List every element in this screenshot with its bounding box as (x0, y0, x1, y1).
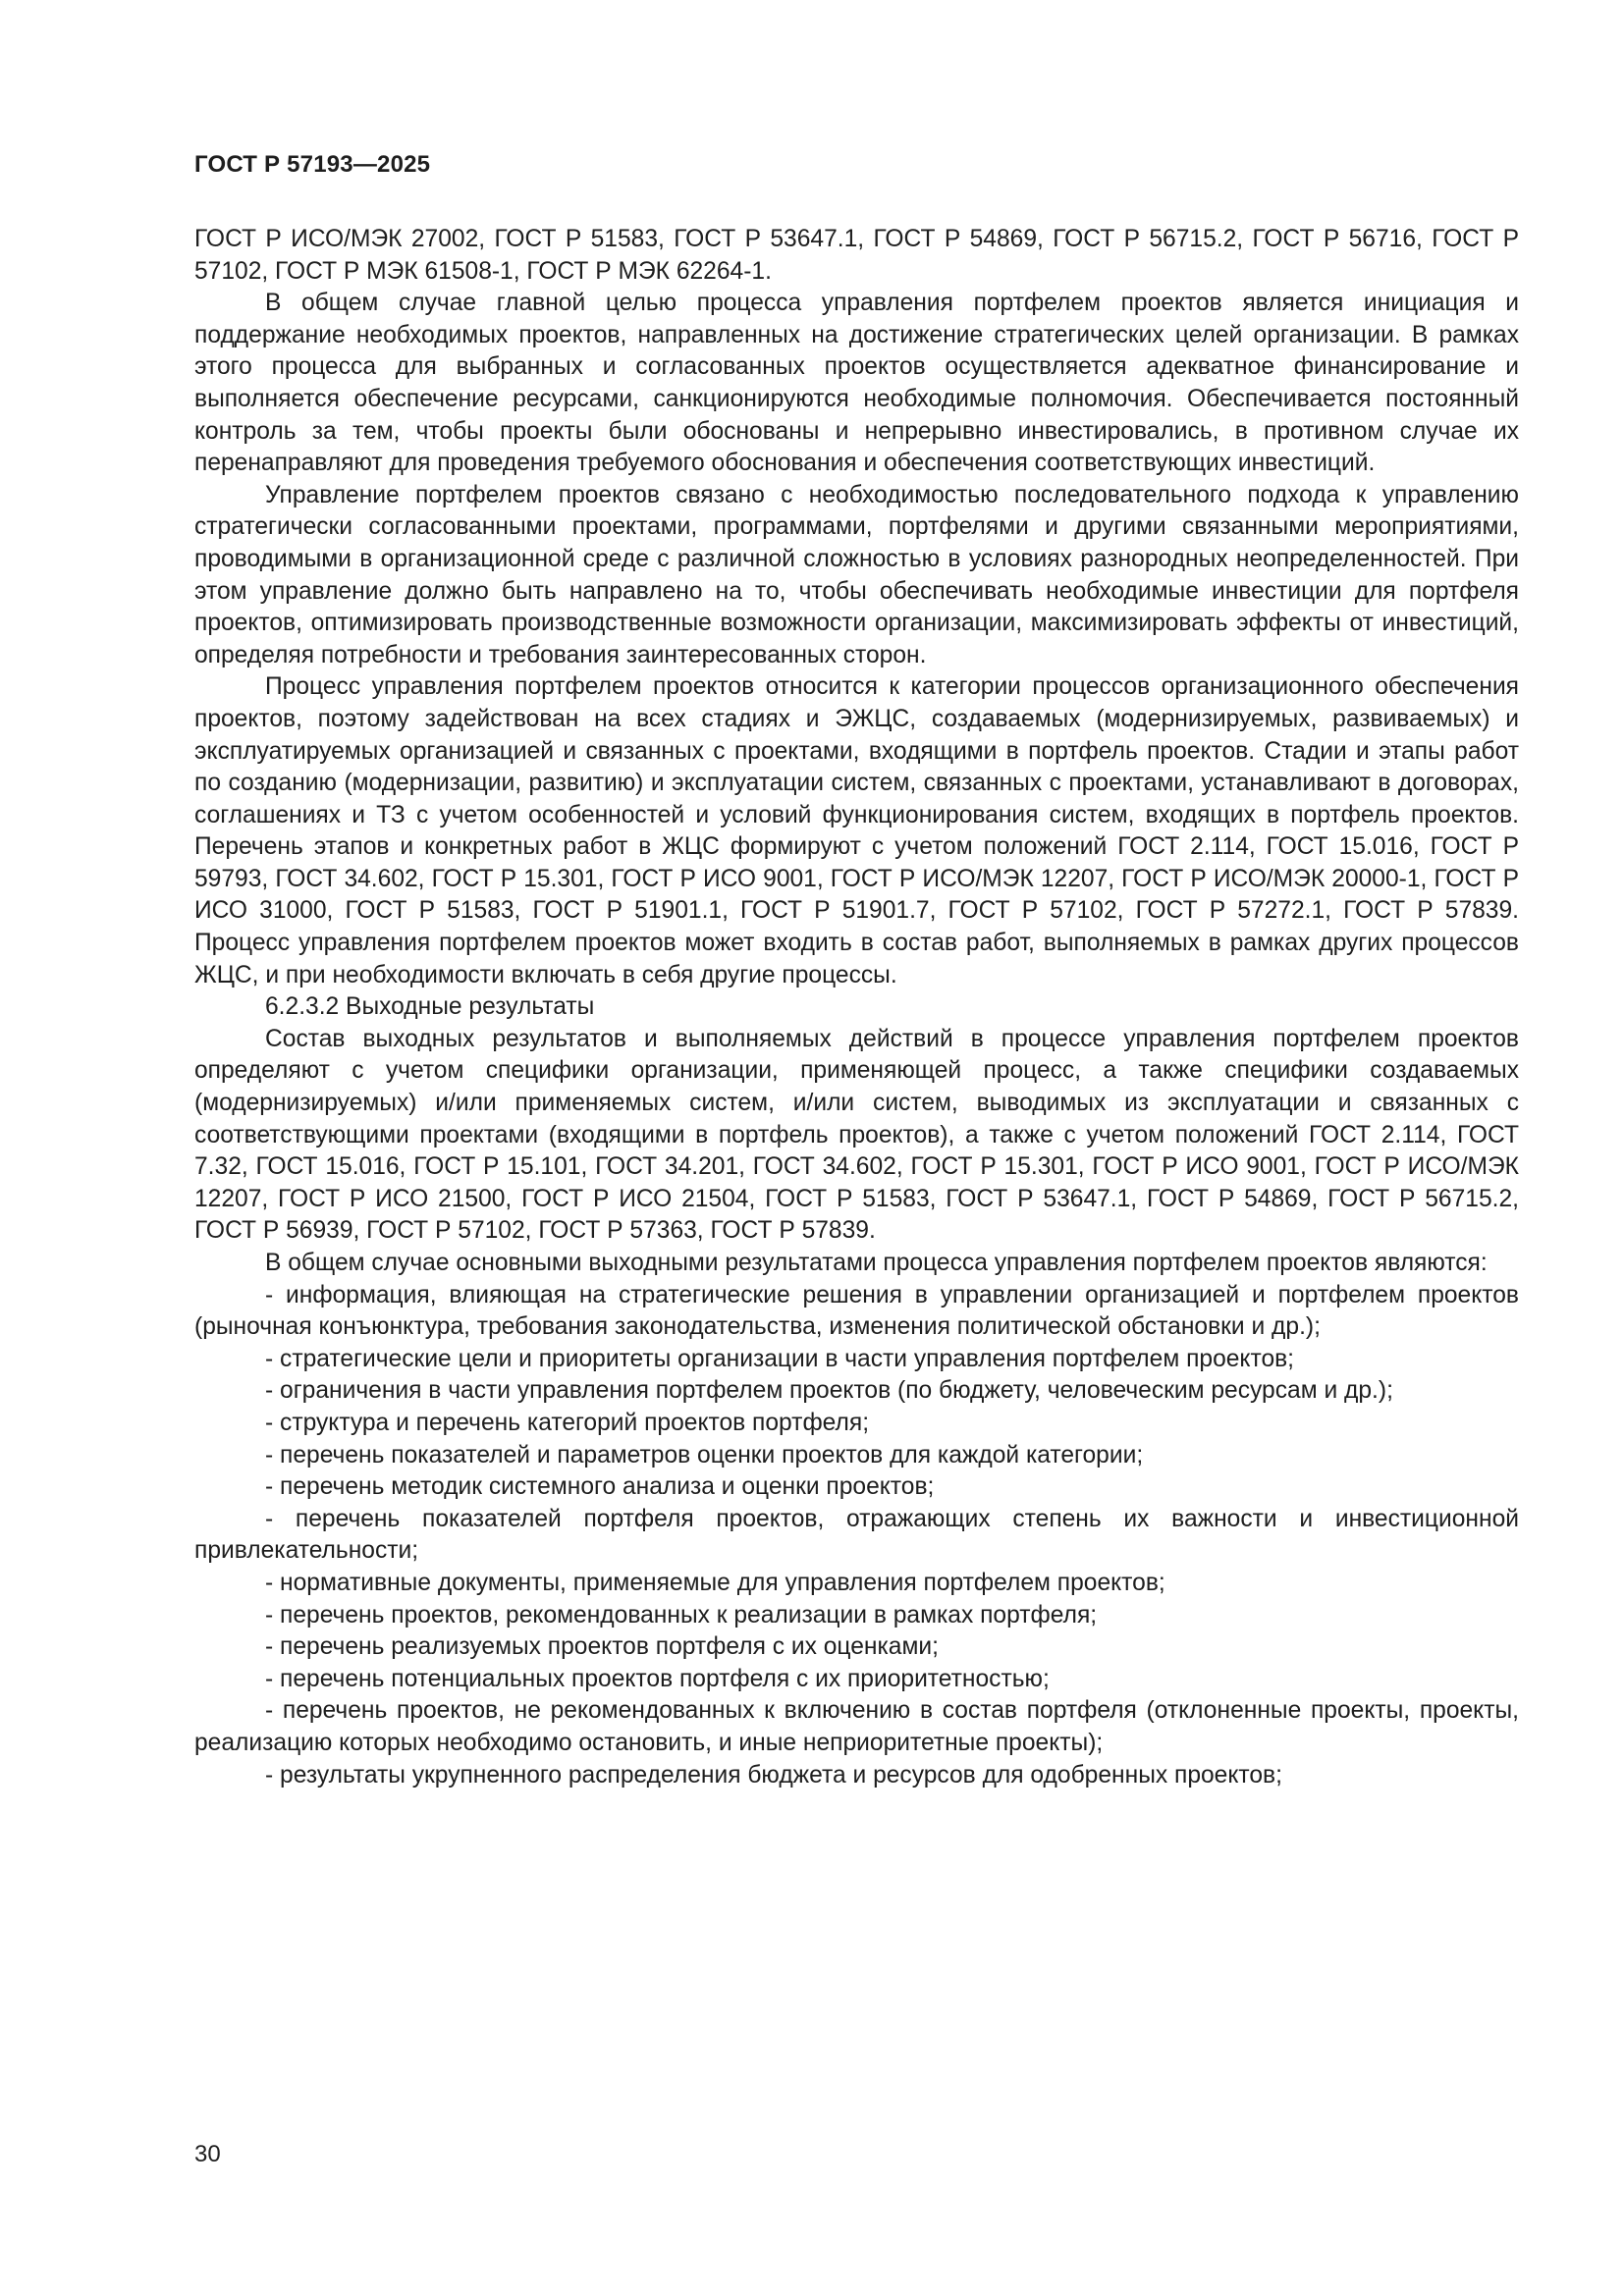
section-heading-outputs: 6.2.3.2 Выходные результаты (265, 993, 595, 1021)
paragraph-outputs-composition: Состав выходных результатов и выполняемых действий в процессе управления портфелем проектов определяют с учетом специфики организации, применяющей процесс, а также специфики создаваемых (модернизируемых) и/или применяемых систем, и/или систем, выводимых из эксплуатации и связанных с соответствующими проектами (входящими в портфель проектов), а также с учетом положений ГОСТ 2.114, ГОСТ 7.32, ГОСТ 15.016, ГОСТ Р 15.101, ГОСТ 34.201, ГОСТ 34.602, ГОСТ Р 15.301, ГОСТ Р ИСО 9001, ГОСТ Р ИСО/МЭК 12207, ГОСТ Р ИСО 21500, ГОСТ Р ИСО 21504, ГОСТ Р 51583, ГОСТ Р 53647.1, ГОСТ Р 54869, ГОСТ Р 56715.2, ГОСТ Р 56939, ГОСТ Р 57102, ГОСТ Р 57363, ГОСТ Р 57839. (194, 1025, 1519, 1245)
document-header: ГОСТ Р 57193—2025 (194, 151, 431, 178)
list-item: - перечень потенциальных проектов портфеля с их приоритетностью; (265, 1665, 1050, 1692)
list-item: - перечень проектов, не рекомендованных к включению в состав портфеля (отклоненные проекты, проекты, реализацию которых необходимо остановить, и иные неприоритетные проекты); (194, 1697, 1519, 1756)
list-item: - перечень методик системного анализа и оценки проектов; (265, 1473, 935, 1501)
list-item: - перечень реализуемых проектов портфеля с их оценками; (265, 1633, 939, 1661)
list-item: - информация, влияющая на стратегические решения в управлении организацией и портфелем проектов (рыночная конъюнктура, требования законодательства, изменения политической обстановки и др.); (194, 1281, 1519, 1341)
list-item: - нормативные документы, применяемые для управления портфелем проектов; (265, 1569, 1165, 1596)
paragraph-outputs-intro: В общем случае основными выходными результатами процесса управления портфелем проектов являются: (265, 1250, 1488, 1276)
list-item: - структура и перечень категорий проектов портфеля; (265, 1409, 870, 1436)
paragraph-standards-continuation: ГОСТ Р ИСО/МЭК 27002, ГОСТ Р 51583, ГОСТ Р 53647.1, ГОСТ Р 54869, ГОСТ Р 56715.2, ГОСТ Р 56716, ГОСТ Р 57102, ГОСТ Р МЭК 61508-1, ГОСТ Р МЭК 62264-1. (194, 226, 1519, 285)
list-item: - перечень показателей портфеля проектов, отражающих степень их важности и инвестиционной привлекательности; (194, 1505, 1519, 1565)
list-item: - перечень проектов, рекомендованных к реализации в рамках портфеля; (265, 1601, 1098, 1629)
list-item: - результаты укрупненного распределения бюджета и ресурсов для одобренных проектов; (265, 1761, 1282, 1789)
paragraph-process-category: Процесс управления портфелем проектов относится к категории процессов организационного обеспечения проектов, поэтому задействован на всех стадиях и ЭЖЦС, создаваемых (модернизируемых, развиваемых) и эксплуатируемых организацией и связанных с проектами, входящими в портфель проектов. Стадии и этапы работ по созданию (модернизации, развитию) и эксплуатации систем, связанных с проектами, устанавливают в договорах, соглашениях и ТЗ с учетом особенностей и условий функционирования систем, входящих в портфель проектов. Перечень этапов и конкретных работ в ЖЦС формируют с учетом положений ГОСТ 2.114, ГОСТ 15.016, ГОСТ Р 59793, ГОСТ 34.602, ГОСТ Р 15.301, ГОСТ Р ИСО 9001, ГОСТ Р ИСО/МЭК 12207, ГОСТ Р ИСО/МЭК 20000-1, ГОСТ Р ИСО 31000, ГОСТ Р 51583, ГОСТ Р 51901.1, ГОСТ Р 51901.7, ГОСТ Р 57102, ГОСТ Р 57272.1, ГОСТ Р 57839. Процесс управления портфелем проектов может входить в состав работ, выполняемых в рамках других процессов ЖЦС, и при необходимости включать в себя другие процессы. (194, 673, 1519, 988)
list-item: - перечень показателей и параметров оценки проектов для каждой категории; (265, 1441, 1144, 1468)
paragraph-portfolio-management: Управление портфелем проектов связано с необходимостью последовательного подхода к управлению стратегически согласованными проектами, программами, портфелями и другими связанными мероприятиями, проводимыми в организационной среде с различной сложностью в условиях разнородных неопределенностей. При этом управление должно быть направлено на то, чтобы обеспечивать необходимые инвестиции для портфеля проектов, оптимизировать производственные возможности организации, максимизировать эффекты от инвестиций, определяя потребности и требования заинтересованных сторон. (194, 481, 1519, 668)
page-number: 30 (194, 2141, 221, 2167)
list-item: - ограничения в части управления портфелем проектов (по бюджету, человеческим ресурсам и др.); (265, 1377, 1393, 1405)
document-body (194, 224, 1519, 1791)
list-item: - стратегические цели и приоритеты организации в части управления портфелем проектов; (265, 1345, 1295, 1372)
paragraph-process-goal: В общем случае главной целью процесса управления портфелем проектов является инициация и поддержание необходимых проектов, направленных на достижение стратегических целей организации. В рамках этого процесса для выбранных и согласованных проектов осуществляется адекватное финансирование и выполняется обеспечение ресурсами, санкционируются необходимые полномочия. Обеспечивается постоянный контроль за тем, чтобы проекты были обоснованы и непрерывно инвестировались, в противном случае их перенаправляют для проведения требуемого обоснования и обеспечения соответствующих инвестиций. (194, 290, 1519, 477)
